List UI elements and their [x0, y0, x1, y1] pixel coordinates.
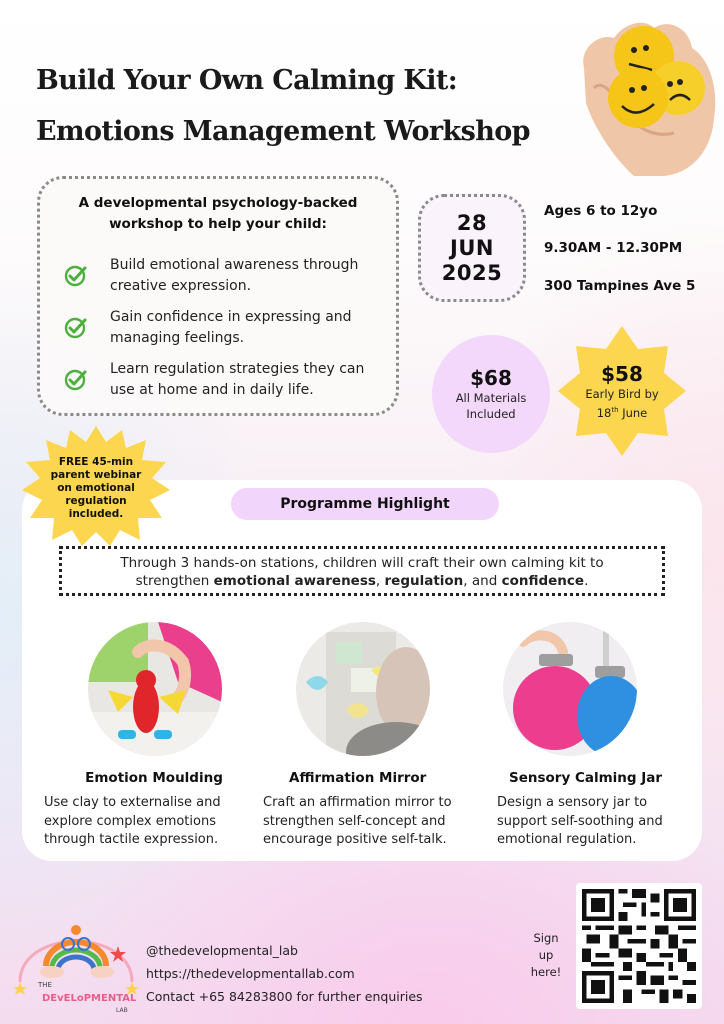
- station-name: Affirmation Mirror: [289, 770, 427, 786]
- instagram-handle[interactable]: @thedevelopmental_lab: [146, 943, 298, 958]
- programme-highlight-pill: Programme Highlight: [231, 488, 499, 520]
- programme-intro-box: [59, 546, 665, 596]
- benefit-text-line: Learn regulation strategies they can: [110, 361, 365, 377]
- station-desc-line: Craft an affirmation mirror to: [263, 795, 452, 810]
- intro-text: .: [584, 573, 589, 589]
- early-bird-badge: [558, 326, 686, 456]
- check-circle-icon: [64, 264, 88, 288]
- station-desc-line: strengthen self-concept and: [263, 813, 446, 829]
- station-desc-line: emotional regulation.: [497, 832, 637, 847]
- sensory-jar-photo: [503, 622, 637, 756]
- early-price-date: [597, 402, 648, 421]
- page-title: [36, 55, 576, 157]
- event-ages: Ages 6 to 12yo: [544, 203, 658, 219]
- title-line-1: Build Your Own Calming Kit:: [36, 65, 458, 96]
- station-emotion-moulding: [44, 622, 244, 850]
- early-day: 18: [596, 405, 612, 420]
- event-location: 300 Tampines Ave 5: [544, 278, 696, 294]
- bonus-text-line: regulation: [65, 495, 127, 507]
- event-time: 9.30AM - 12.30PM: [544, 240, 683, 256]
- benefit-text-line: Build emotional awareness through: [110, 257, 359, 273]
- bonus-text-line: parent webinar: [50, 469, 142, 481]
- station-desc-line: encourage positive self-talk.: [263, 832, 447, 847]
- intro-bold: confidence: [501, 573, 585, 589]
- check-circle-icon: [64, 368, 88, 392]
- signup-label: [528, 930, 564, 981]
- benefit-text-line: Gain confidence in expressing and: [110, 309, 352, 325]
- benefit-item: [64, 307, 384, 349]
- station-desc-line: explore complex emotions: [44, 813, 216, 829]
- intro-text: ,: [375, 573, 385, 589]
- clay-figure-photo: [88, 622, 222, 756]
- station-desc-line: support self-soothing and: [497, 813, 663, 829]
- regular-price-badge: [432, 335, 550, 453]
- website-link[interactable]: https://thedevelopmentallab.com: [146, 966, 355, 981]
- benefits-box: [37, 176, 399, 416]
- benefits-heading: [40, 193, 396, 235]
- logo-name: DEvELoPMENTAL: [42, 993, 137, 1004]
- intro-text: , and: [463, 573, 502, 589]
- event-month: JUN: [450, 235, 494, 260]
- logo-lab: LAB: [116, 1007, 128, 1014]
- benefit-item: [64, 255, 384, 297]
- station-affirmation-mirror: [263, 622, 463, 850]
- bonus-text-line: FREE 45-min: [58, 456, 134, 468]
- signup-line: up: [538, 948, 554, 962]
- bonus-text-line: on emotional: [57, 482, 135, 494]
- benefit-text-line: managing feelings.: [110, 330, 245, 346]
- regular-price-note: All Materials: [455, 391, 527, 405]
- benefits-heading-line-1: A developmental psychology-backed: [78, 195, 358, 211]
- early-day-suffix: th: [611, 406, 619, 414]
- check-circle-icon: [64, 316, 88, 340]
- benefit-text-line: creative expression.: [110, 278, 252, 294]
- regular-price: $68: [470, 366, 512, 390]
- mirror-notes-photo: [296, 622, 430, 756]
- bonus-text-line: included.: [68, 508, 124, 520]
- station-sensory-calming-jar: [497, 622, 697, 850]
- logo-the: THE: [38, 981, 52, 989]
- signup-qr-code[interactable]: [576, 883, 702, 1009]
- early-month: June: [618, 405, 648, 420]
- station-name: Emotion Moulding: [85, 770, 223, 786]
- developmental-lab-logo: [10, 908, 142, 1016]
- intro-bold: emotional awareness: [213, 573, 376, 589]
- signup-line: here!: [530, 965, 562, 979]
- station-desc-line: Use clay to externalise and: [44, 795, 221, 810]
- intro-bold: regulation: [384, 573, 464, 589]
- early-price: $58: [601, 362, 643, 386]
- hero-emoji-hands-image: [574, 8, 722, 176]
- benefits-heading-line-2: workshop to help your child:: [109, 216, 327, 232]
- station-desc-line: through tactile expression.: [44, 832, 219, 847]
- event-day: 28: [456, 210, 488, 235]
- station-name: Sensory Calming Jar: [509, 770, 663, 786]
- benefit-item: [64, 359, 384, 401]
- early-price-note: Early Bird by: [585, 387, 659, 401]
- event-date-box: [418, 194, 526, 302]
- contact-phone: Contact +65 84283800 for further enquiries: [146, 989, 423, 1004]
- signup-line: Sign: [533, 931, 559, 945]
- intro-text: strengthen: [135, 573, 214, 589]
- free-webinar-badge: [22, 426, 170, 546]
- intro-line-2: [62, 572, 662, 590]
- benefit-text-line: use at home and in daily life.: [110, 382, 314, 398]
- regular-price-note: Included: [466, 407, 516, 421]
- event-year: 2025: [441, 260, 503, 285]
- station-desc-line: Design a sensory jar to: [497, 795, 648, 810]
- title-line-2: Emotions Management Workshop: [36, 116, 530, 147]
- intro-line-1: Through 3 hands-on stations, children will craft their own calming kit to: [120, 555, 604, 571]
